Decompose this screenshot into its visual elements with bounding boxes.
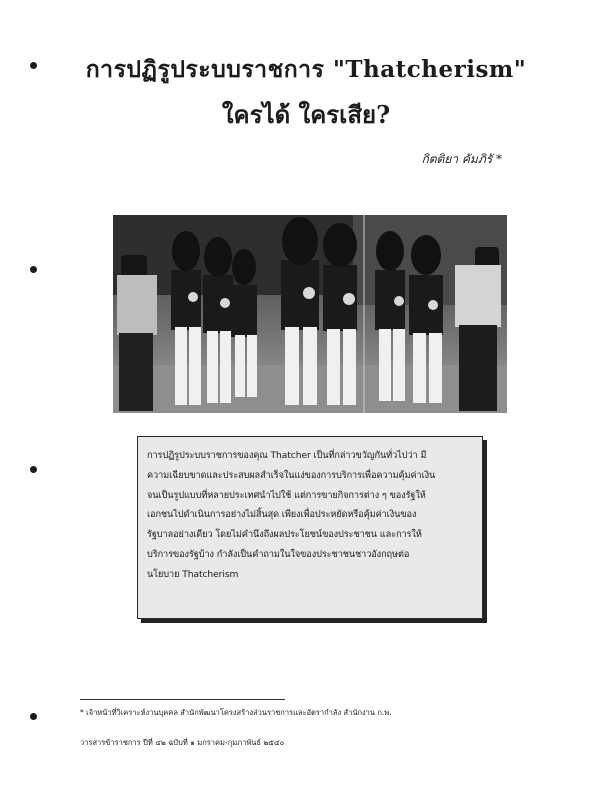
journal-citation: วารสารข้าราชการ ปีที่ ๔๒ ฉบับที่ ๑ มกราคม-กุมภาพันธ์ ๒๕๔๐ xyxy=(80,738,285,747)
abstract-line: รัฐบาลอย่างเดียว โดยไม่คำนึงถึงผลประโยชน์ของประชาชน และการให้ xyxy=(147,529,422,541)
abstract-line: จนเป็นรูปแบบที่หลายประเทศนำไปใช้ แต่การขายกิจการต่าง ๆ ของรัฐให้ xyxy=(147,489,426,501)
abstract-line: ความเฉียบขาดและประสบผลสำเร็จในแง่ของการบริการเพื่อความคุ้มค่าเงิน xyxy=(147,469,436,481)
abstract-line: นโยบาย Thatcherism xyxy=(147,568,239,580)
margin-bullet xyxy=(30,266,37,273)
article-title-line1: การปฏิรูประบบราชการ "Thatcherism" xyxy=(85,56,527,83)
marching-band-photo xyxy=(113,215,507,413)
margin-bullet xyxy=(30,713,37,720)
abstract-line: บริการของรัฐบ้าง กำลังเป็นคำถามในใจของประชาชนชาวอังกฤษต่อ xyxy=(147,548,410,560)
author-byline: กิตติยา คัมภิรั * xyxy=(421,152,502,166)
author-footnote: * เจ้าหน้าที่วิเคราะห์งานบุคคล สำนักพัฒนาโครงสร้างส่วนราชการและอัตรากำลัง สำนักงาน ก.พ. xyxy=(80,708,392,717)
abstract-line: เอกชนไปดำเนินการอย่างไม่สิ้นสุด เพียงเพื่อประหยัดหรือคุ้มค่าเงินของ xyxy=(147,509,417,521)
footnote-divider xyxy=(80,699,285,700)
marching-band-photo-icon xyxy=(113,215,507,413)
article-abstract-box xyxy=(137,436,483,619)
margin-bullet xyxy=(30,466,37,473)
abstract-line: การปฏิรูประบบราชการของคุณ Thatcher เป็นที่กล่าวขวัญกันทั่วไปว่า มี xyxy=(147,450,427,461)
article-title-line2: ใครได้ ใครเสีย? xyxy=(221,100,391,129)
